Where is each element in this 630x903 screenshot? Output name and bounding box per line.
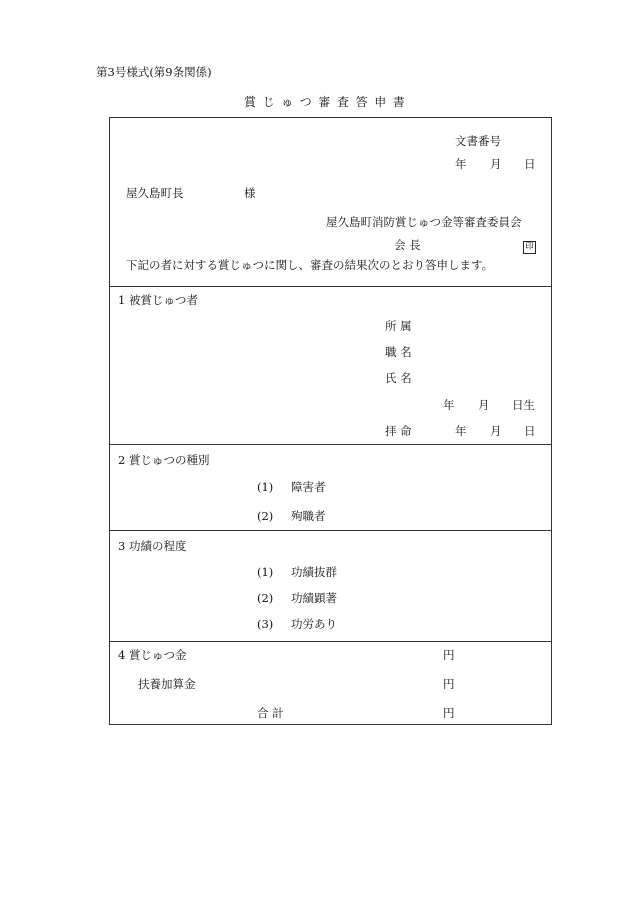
appointed-label: 拝 命 <box>385 424 412 438</box>
section4-heading: 4 賞じゅつ金 <box>118 648 187 662</box>
yen-unit: 円 <box>443 677 455 691</box>
birth-month: 月 <box>478 398 490 412</box>
seal-icon <box>521 240 536 254</box>
statement-text: 下記の者に対する賞じゅつに関し、審査の結果次のとおり答申します。 <box>126 258 494 272</box>
divider-section-2 <box>110 444 551 445</box>
date-year: 年 <box>455 157 467 171</box>
option-number: (1) <box>257 480 274 494</box>
section2-heading: 2 賞じゅつの種別 <box>118 453 210 467</box>
option-text: 功労あり <box>291 617 337 631</box>
appointed-month: 月 <box>490 424 502 438</box>
option-text: 功績抜群 <box>291 565 337 579</box>
divider-section-1 <box>110 286 551 287</box>
committee-name: 屋久島町消防賞じゅつ金等審査委員会 <box>326 215 522 229</box>
divider-section-4 <box>110 641 551 642</box>
form-table <box>109 117 552 725</box>
option-text: 殉職者 <box>291 509 326 523</box>
doc-number-label: 文書番号 <box>455 134 501 148</box>
option-text: 功績顕著 <box>291 591 337 605</box>
option-number: (2) <box>257 509 274 523</box>
section3-heading: 3 功績の程度 <box>118 539 187 553</box>
document-title: 賞じゅつ審査答申書 <box>244 95 412 109</box>
yen-unit: 円 <box>443 648 455 662</box>
birth-year: 年 <box>443 398 455 412</box>
seal-mark: 印 <box>523 241 536 254</box>
section1-heading: 1 被賞じゅつ者 <box>118 293 198 307</box>
option-number: (2) <box>257 591 274 605</box>
chair-label: 会 長 <box>394 238 421 252</box>
option-text: 障害者 <box>291 480 326 494</box>
name-label: 氏 名 <box>385 371 412 385</box>
divider-section-3 <box>110 530 551 531</box>
form-number: 第3号様式(第9条関係) <box>96 65 212 79</box>
total-label: 合 計 <box>257 706 284 720</box>
dependent-label: 扶養加算金 <box>138 677 196 691</box>
yen-unit: 円 <box>443 706 455 720</box>
option-number: (3) <box>257 617 274 631</box>
appointed-year: 年 <box>455 424 467 438</box>
birth-day: 日生 <box>512 398 535 412</box>
appointed-day: 日 <box>524 424 536 438</box>
option-number: (1) <box>257 565 274 579</box>
position-label: 職 名 <box>385 345 412 359</box>
affiliation-label: 所 属 <box>385 319 412 333</box>
date-day: 日 <box>524 157 536 171</box>
honorific: 様 <box>244 186 256 200</box>
addressee: 屋久島町長 <box>126 186 184 200</box>
date-month: 月 <box>490 157 502 171</box>
